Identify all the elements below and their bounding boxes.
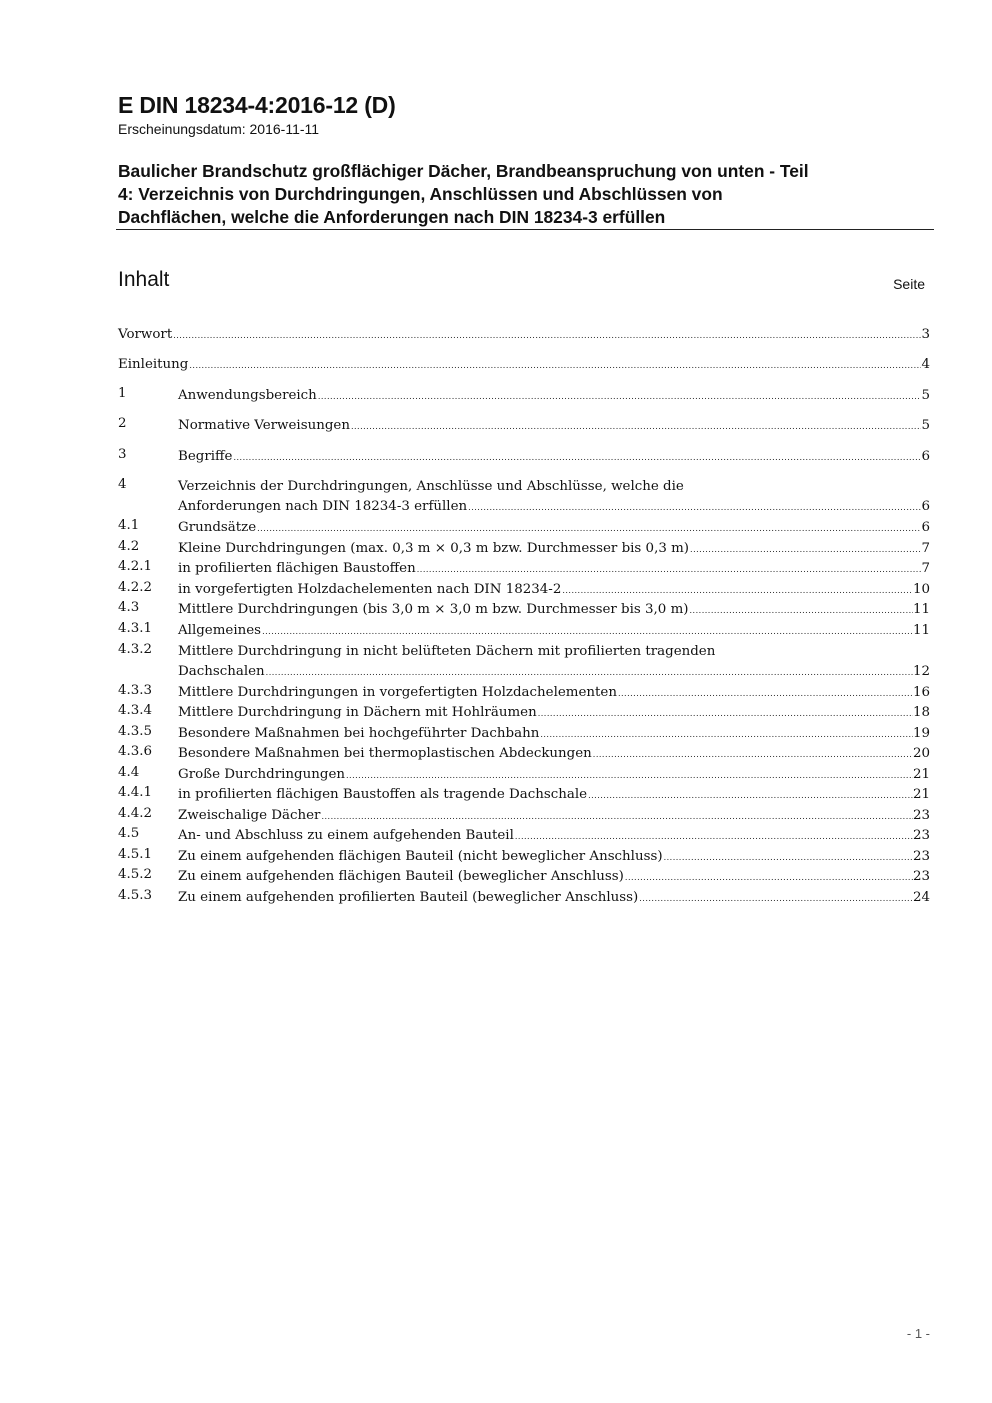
toc-entry[interactable] <box>118 386 930 406</box>
toc-entry-title: Anwendungsbereich <box>178 388 317 403</box>
toc-entry-number: 4.3.5 <box>118 724 153 739</box>
toc-entry-title: in profilierten flächigen Baustoffen als tragende Dachschale <box>178 787 588 802</box>
toc-entry-number: 4.3.2 <box>118 642 153 657</box>
toc-dot-leader <box>638 889 913 909</box>
toc-entry-title: Mittlere Durchdringung in nicht belüfteten Dächern mit profilierten tragenden <box>178 644 716 659</box>
toc-entry[interactable] <box>118 683 930 703</box>
toc-dot-leader <box>232 448 921 468</box>
toc-entry-number: 4 <box>118 477 127 492</box>
page-number: - 1 - <box>906 1326 930 1341</box>
toc-entry-page: 12 <box>912 664 930 679</box>
toc-entry-number: 4.3.4 <box>118 703 153 718</box>
document-subtitle <box>118 160 934 229</box>
toc-entry-number: 1 <box>118 386 127 401</box>
toc-entry-title: Grundsätze <box>178 520 257 535</box>
toc-entry-number: 4.2 <box>118 539 140 554</box>
toc-entry-title: in profilierten flächigen Baustoffen <box>178 561 416 576</box>
toc-entry[interactable] <box>118 477 930 517</box>
toc-entry-page: 24 <box>912 890 930 905</box>
toc-entry-title: Zu einem aufgehenden profilierten Bauteil (beweglicher Anschluss) <box>178 890 639 905</box>
toc-dot-leader <box>514 827 913 847</box>
toc-entry-page: 21 <box>912 767 930 782</box>
toc-entry[interactable] <box>118 447 930 467</box>
toc-dot-leader <box>320 807 913 827</box>
toc-entry-title: Normative Verweisungen <box>178 418 350 433</box>
toc-dot-leader <box>689 540 921 560</box>
toc-entry-page: 3 <box>921 327 930 342</box>
toc-entry-title: Dachschalen <box>178 664 265 679</box>
toc-entry[interactable] <box>118 785 930 805</box>
toc-entry[interactable] <box>118 621 930 641</box>
toc-entry-number: 4.2.1 <box>118 559 153 574</box>
toc-entry-page: 6 <box>921 499 930 514</box>
toc-dot-leader <box>256 519 921 539</box>
toc-entry[interactable] <box>118 847 930 867</box>
toc-heading: Inhalt <box>118 268 170 291</box>
toc-entry-number: 4.5.1 <box>118 847 153 862</box>
toc-entry-page: 20 <box>912 746 930 761</box>
toc-entry-title: Mittlere Durchdringung in Dächern mit Hohlräumen <box>178 705 537 720</box>
toc-entry-title: Begriffe <box>178 449 233 464</box>
toc-entry-title: Allgemeines <box>178 623 262 638</box>
toc-entry-title: Kleine Durchdringungen (max. 0,3 m × 0,3 m bzw. Durchmesser bis 0,3 m) <box>178 541 690 556</box>
toc-entry-page: 23 <box>912 849 930 864</box>
toc-dot-leader <box>592 745 913 765</box>
toc-entry-page: 16 <box>912 685 930 700</box>
toc-entry-title: Besondere Maßnahmen bei hochgeführter Dachbahn <box>178 726 540 741</box>
toc-entry-page: 6 <box>921 520 930 535</box>
toc-entry-page: 7 <box>921 541 930 556</box>
toc-entry-page: 23 <box>912 828 930 843</box>
toc-entry[interactable] <box>118 724 930 744</box>
toc-entry[interactable] <box>118 765 930 785</box>
toc-entry-number: 4.4 <box>118 765 140 780</box>
toc-entry-title: Große Durchdringungen <box>178 767 345 782</box>
toc-entry[interactable] <box>118 600 930 620</box>
toc-entry-title: An- und Abschluss zu einem aufgehenden Bauteil <box>178 828 514 843</box>
toc-dot-leader <box>188 356 921 376</box>
toc-dot-leader <box>416 560 922 580</box>
toc-entry[interactable] <box>118 518 930 538</box>
toc-entry-page: 18 <box>912 705 930 720</box>
toc-entry[interactable] <box>118 539 930 559</box>
toc-entry[interactable] <box>118 580 930 600</box>
toc-dot-leader <box>663 848 913 868</box>
subtitle-line: 4: Verzeichnis von Durchdringungen, Anschlüssen und Abschlüssen von <box>118 184 723 204</box>
toc-entry-page: 10 <box>912 582 930 597</box>
toc-entry[interactable] <box>118 416 930 436</box>
document-title: E DIN 18234-4:2016-12 (D) <box>118 92 396 118</box>
toc-entry[interactable] <box>118 355 930 375</box>
toc-entry-page: 11 <box>912 602 930 617</box>
toc-dot-leader <box>261 622 913 642</box>
toc-entry-title: Einleitung <box>118 357 189 372</box>
toc-entry-number: 2 <box>118 416 127 431</box>
toc-dot-leader <box>587 786 913 806</box>
toc-entry-number: 4.3.3 <box>118 683 153 698</box>
toc-dot-leader <box>345 766 913 786</box>
toc-entry-page: 19 <box>912 726 930 741</box>
toc-entry-number: 4.2.2 <box>118 580 153 595</box>
subtitle-line: Baulicher Brandschutz großflächiger Dächer, Brandbeanspruchung von unten - Teil <box>118 161 809 181</box>
toc-entry-number: 4.5.2 <box>118 867 153 882</box>
toc-entry-number: 4.4.2 <box>118 806 153 821</box>
toc-entry-title: in vorgefertigten Holzdachelementen nach DIN 18234-2 <box>178 582 562 597</box>
toc-entry[interactable] <box>118 888 930 908</box>
toc-entry-title: Anforderungen nach DIN 18234-3 erfüllen <box>178 499 468 514</box>
toc-entry-page: 21 <box>912 787 930 802</box>
toc-entry-title: Zu einem aufgehenden flächigen Bauteil (nicht beweglicher Anschluss) <box>178 849 663 864</box>
toc-dot-leader <box>617 684 913 704</box>
toc-page-column-label: Seite <box>893 276 925 292</box>
toc-dot-leader <box>561 581 913 601</box>
toc-entry[interactable] <box>118 642 930 682</box>
toc-dot-leader <box>172 326 921 346</box>
toc-entry-page: 5 <box>921 418 930 433</box>
toc-entry[interactable] <box>118 867 930 887</box>
toc-entry-number: 4.3 <box>118 600 140 615</box>
toc-entry[interactable] <box>118 826 930 846</box>
toc-dot-leader <box>537 704 913 724</box>
toc-entry[interactable] <box>118 703 930 723</box>
toc-entry-page: 23 <box>912 869 930 884</box>
toc-entry-title: Verzeichnis der Durchdringungen, Anschlüsse und Abschlüsse, welche die <box>178 479 684 494</box>
toc-entry-page: 23 <box>912 808 930 823</box>
toc-entry-number: 4.3.1 <box>118 621 153 636</box>
toc-entry-title: Zweischalige Dächer <box>178 808 321 823</box>
toc-dot-leader <box>467 498 921 518</box>
toc-entry[interactable] <box>118 806 930 826</box>
toc-entry-number: 4.5 <box>118 826 140 841</box>
toc-entry-number: 3 <box>118 447 127 462</box>
toc-dot-leader <box>350 417 922 437</box>
toc-entry-number: 4.3.6 <box>118 744 153 759</box>
toc-entry[interactable] <box>118 325 930 345</box>
toc-entry[interactable] <box>118 559 930 579</box>
toc-entry-number: 4.5.3 <box>118 888 153 903</box>
toc-entry-title: Besondere Maßnahmen bei thermoplastischen Abdeckungen <box>178 746 592 761</box>
toc-entry-title: Mittlere Durchdringungen in vorgefertigten Holzdachelementen <box>178 685 617 700</box>
toc-dot-leader <box>539 725 913 745</box>
toc-entry-title: Vorwort <box>118 327 173 342</box>
toc-entry-number: 4.4.1 <box>118 785 153 800</box>
publication-date: Erscheinungsdatum: 2016-11-11 <box>118 121 320 137</box>
toc-dot-leader <box>317 387 922 407</box>
toc-entry-page: 5 <box>921 388 930 403</box>
toc-dot-leader <box>265 663 913 683</box>
toc-entry-title: Mittlere Durchdringungen (bis 3,0 m × 3,0 m bzw. Durchmesser bis 3,0 m) <box>178 602 689 617</box>
toc-entry-page: 11 <box>912 623 930 638</box>
toc-entry-page: 6 <box>921 449 930 464</box>
toc-entry-number: 4.1 <box>118 518 140 533</box>
toc-entry-title: Zu einem aufgehenden flächigen Bauteil (beweglicher Anschluss) <box>178 869 624 884</box>
toc-entry-page: 4 <box>921 357 930 372</box>
toc-entry-page: 7 <box>921 561 930 576</box>
toc-dot-leader <box>624 868 913 888</box>
title-divider <box>116 229 934 230</box>
subtitle-line: Dachflächen, welche die Anforderungen nach DIN 18234-3 erfüllen <box>118 207 666 227</box>
toc-entry[interactable] <box>118 744 930 764</box>
toc-dot-leader <box>689 601 913 621</box>
